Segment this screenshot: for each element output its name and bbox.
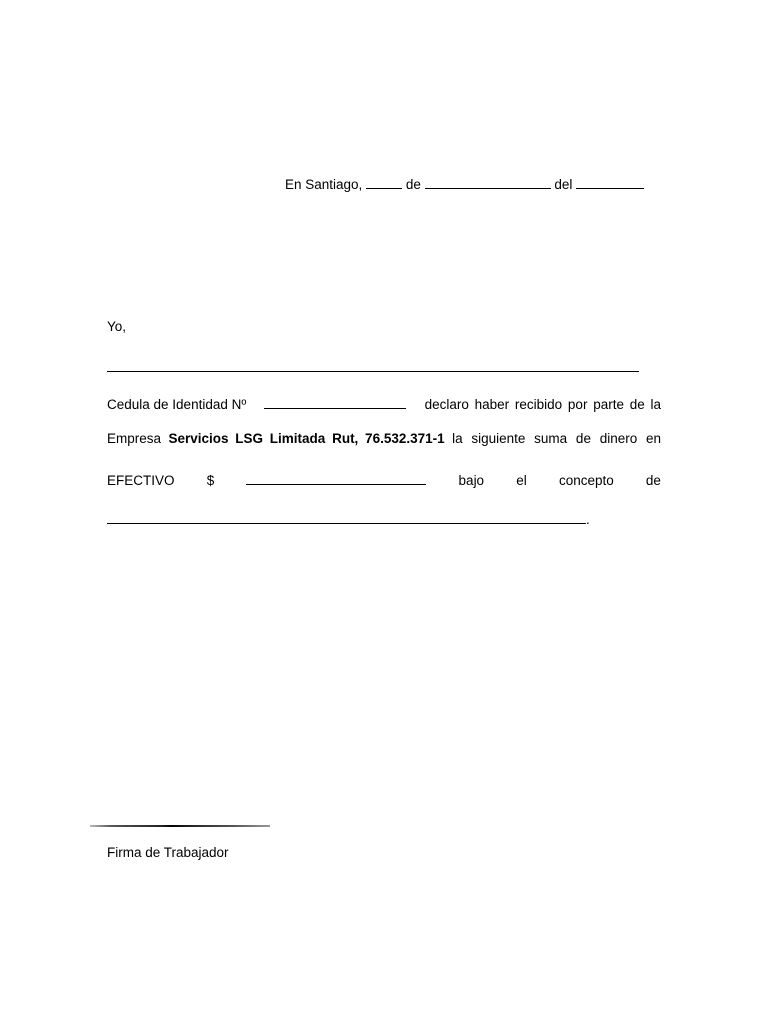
empresa-label: Empresa (107, 431, 162, 446)
de-label-2: de (645, 473, 661, 488)
signature-line (90, 825, 270, 827)
dollar-sign: $ (206, 473, 215, 488)
el-label: el (516, 473, 527, 488)
day-blank (366, 174, 402, 189)
cash-line (107, 470, 661, 488)
date-line (285, 174, 644, 192)
received-text: declaro haber recibido por parte de la (424, 397, 661, 412)
id-blank (264, 394, 406, 409)
company-line (107, 431, 661, 446)
period: . (586, 512, 590, 527)
yo-label: Yo, (107, 319, 127, 334)
id-label: Cedula de Identidad Nº (107, 397, 247, 412)
bajo-label: bajo (458, 473, 485, 488)
de-label: de (405, 177, 421, 192)
concepto-label: concepto (558, 473, 614, 488)
concept-blank (107, 509, 586, 524)
city-label: En Santiago, (285, 177, 363, 192)
amount-blank (246, 470, 426, 485)
signature-label: Firma de Trabajador (107, 845, 229, 860)
del-label: del (554, 177, 573, 192)
concept-line (107, 509, 590, 527)
amount-text: la siguiente suma de dinero en (452, 431, 661, 446)
month-blank (425, 174, 551, 189)
name-blank (107, 357, 639, 372)
company-name: Servicios LSG Limitada Rut, 76.532.371-1 (168, 431, 445, 446)
efectivo-label: EFECTIVO (107, 473, 175, 488)
year-blank (576, 174, 644, 189)
id-line (107, 394, 661, 412)
